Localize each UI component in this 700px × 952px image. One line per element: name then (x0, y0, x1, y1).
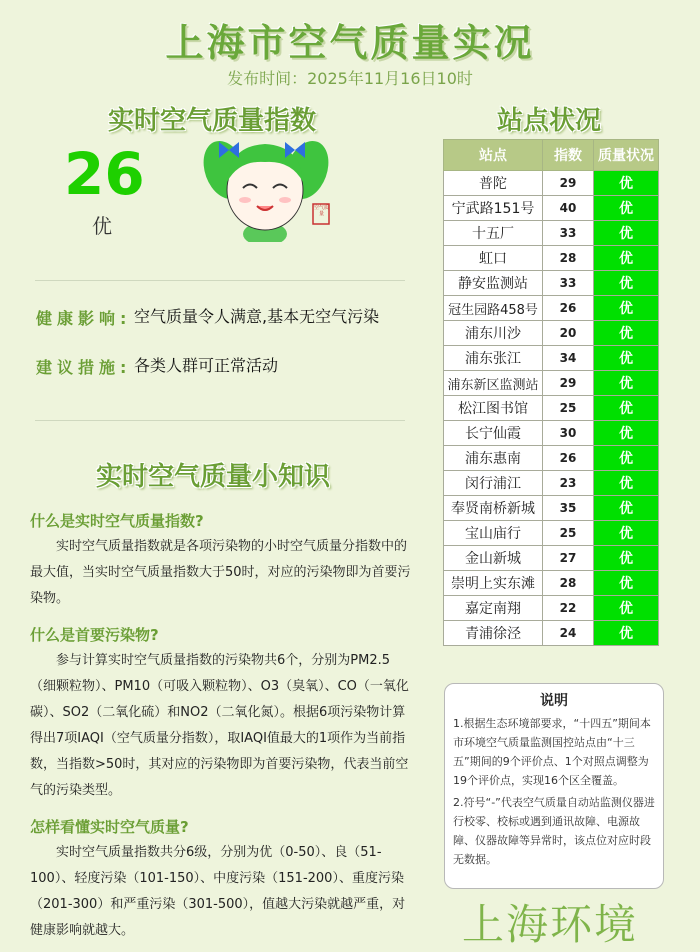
station-level: 优 (594, 346, 659, 371)
station-name: 宁武路151号 (444, 196, 543, 221)
station-name: 闵行浦江 (444, 471, 543, 496)
note-item-2: 2.符号“-”代表空气质量自动站监测仪器进行校零、校标或遇到通讯故障、电源故障、仪器故障等异常时，该点位对应时段无数据。 (453, 796, 655, 866)
table-row (444, 371, 659, 396)
station-level: 优 (594, 571, 659, 596)
station-index: 40 (543, 196, 594, 221)
station-index: 29 (543, 371, 594, 396)
station-index: 35 (543, 496, 594, 521)
table-row (444, 296, 659, 321)
health-impact-text: 空气质量令人满意,基本无空气污染 (134, 307, 380, 326)
table-row (444, 346, 659, 371)
station-level: 优 (594, 296, 659, 321)
station-index: 22 (543, 596, 594, 621)
station-level: 优 (594, 371, 659, 396)
station-level: 优 (594, 496, 659, 521)
watermark-logo: 上海环境 (462, 900, 639, 949)
table-row (444, 546, 659, 571)
stations-title: 站点状况 (497, 106, 602, 136)
station-name: 冠生园路458号 (444, 296, 543, 321)
station-level: 优 (594, 596, 659, 621)
station-name: 宝山庙行 (444, 521, 543, 546)
notes-box (444, 683, 664, 889)
aqi-value: 26 (64, 140, 145, 208)
station-level: 优 (594, 621, 659, 646)
divider-top (35, 280, 405, 281)
station-name: 奉贤南桥新城 (444, 496, 543, 521)
notes-title: 说明 (540, 693, 568, 709)
page-title: 上海市空气质量实况 (165, 21, 535, 65)
publish-time: 发布时间：2025年11月16日10时 (227, 69, 473, 88)
table-row (444, 596, 659, 621)
header-station: 站点 (444, 140, 543, 171)
station-index: 30 (543, 421, 594, 446)
station-index: 29 (543, 171, 594, 196)
station-name: 崇明上实东滩 (444, 571, 543, 596)
station-level: 优 (594, 221, 659, 246)
advice-text: 各类人群可正常活动 (134, 356, 279, 375)
stations-table (443, 139, 659, 646)
station-index: 20 (543, 321, 594, 346)
table-row (444, 571, 659, 596)
station-index: 33 (543, 221, 594, 246)
station-index: 34 (543, 346, 594, 371)
station-name: 浦东张江 (444, 346, 543, 371)
station-index: 27 (543, 546, 594, 571)
station-level: 优 (594, 196, 659, 221)
station-name: 金山新城 (444, 546, 543, 571)
knowledge-answer-3: 实时空气质量指数共分6级，分别为优（0-50）、良（51-100）、轻度污染（101-150）、中度污染（151-200）、重度污染（201-300）和严重污染（301-500），值越大污染就越严重，对健康影响就越大。 (30, 845, 406, 938)
knowledge-question-3: 怎样看懂实时空气质量? (30, 818, 189, 836)
station-name: 青浦徐泾 (444, 621, 543, 646)
mascot-stamp: 空气质量 (314, 205, 330, 217)
station-name: 浦东新区监测站 (444, 371, 543, 396)
station-name: 十五厂 (444, 221, 543, 246)
health-impact-label: 健康影响: (36, 309, 132, 328)
station-index: 25 (543, 521, 594, 546)
table-row (444, 621, 659, 646)
station-level: 优 (594, 421, 659, 446)
station-index: 26 (543, 296, 594, 321)
station-index: 28 (543, 246, 594, 271)
realtime-aqi-title: 实时空气质量指数 (108, 106, 317, 136)
knowledge-answer-1: 实时空气质量指数就是各项污染物的小时空气质量分指数中的最大值，当实时空气质量指数大于50时，对应的污染物即为首要污染物。 (30, 539, 411, 606)
station-name: 松江图书馆 (444, 396, 543, 421)
station-level: 优 (594, 521, 659, 546)
station-level: 优 (594, 271, 659, 296)
table-row (444, 221, 659, 246)
advice-label: 建议措施: (36, 358, 132, 377)
aqi-level: 优 (92, 214, 112, 238)
stations-header-row (444, 140, 659, 171)
table-row (444, 496, 659, 521)
table-row (444, 421, 659, 446)
table-row (444, 446, 659, 471)
table-row (444, 396, 659, 421)
station-index: 23 (543, 471, 594, 496)
knowledge-answer-2: 参与计算实时空气质量指数的污染物共6个，分别为PM2.5（细颗粒物）、PM10（可吸入颗粒物）、O3（臭氧）、CO（一氧化碳）、SO2（二氧化硫）和NO2（二氧化氮）。根据6项污染物计算得出7项IAQI（空气质量分指数），取IAQI值最大的1项作为当前指数，当指数>50时，其对应的污染物即为首要污染物，代表当前空气的污染类型。 (30, 653, 409, 798)
table-row (444, 271, 659, 296)
station-level: 优 (594, 321, 659, 346)
knowledge-title: 实时空气质量小知识 (96, 462, 331, 492)
station-name: 长宁仙霞 (444, 421, 543, 446)
station-level: 优 (594, 246, 659, 271)
knowledge-question-1: 什么是实时空气质量指数? (30, 512, 204, 530)
mascot-image (195, 132, 345, 242)
divider-bottom (35, 420, 405, 421)
station-name: 静安监测站 (444, 271, 543, 296)
station-name: 普陀 (444, 171, 543, 196)
table-row (444, 321, 659, 346)
station-level: 优 (594, 446, 659, 471)
header-index: 指数 (543, 140, 594, 171)
station-index: 33 (543, 271, 594, 296)
station-name: 浦东惠南 (444, 446, 543, 471)
knowledge-question-2: 什么是首要污染物? (30, 626, 159, 644)
station-name: 嘉定南翔 (444, 596, 543, 621)
station-level: 优 (594, 171, 659, 196)
table-row (444, 246, 659, 271)
station-index: 26 (543, 446, 594, 471)
table-row (444, 171, 659, 196)
station-level: 优 (594, 396, 659, 421)
table-row (444, 471, 659, 496)
station-index: 28 (543, 571, 594, 596)
table-row (444, 521, 659, 546)
station-index: 24 (543, 621, 594, 646)
station-name: 浦东川沙 (444, 321, 543, 346)
station-level: 优 (594, 546, 659, 571)
note-item-1: 1.根据生态环境部要求，“十四五”期间本市环境空气质量监测国控站点由“十三五”期间的9个评价点、1个对照点调整为19个评价点，实现16个区全覆盖。 (453, 717, 651, 787)
station-level: 优 (594, 471, 659, 496)
station-name: 虹口 (444, 246, 543, 271)
table-row (444, 196, 659, 221)
header-quality: 质量状况 (594, 140, 659, 171)
station-index: 25 (543, 396, 594, 421)
